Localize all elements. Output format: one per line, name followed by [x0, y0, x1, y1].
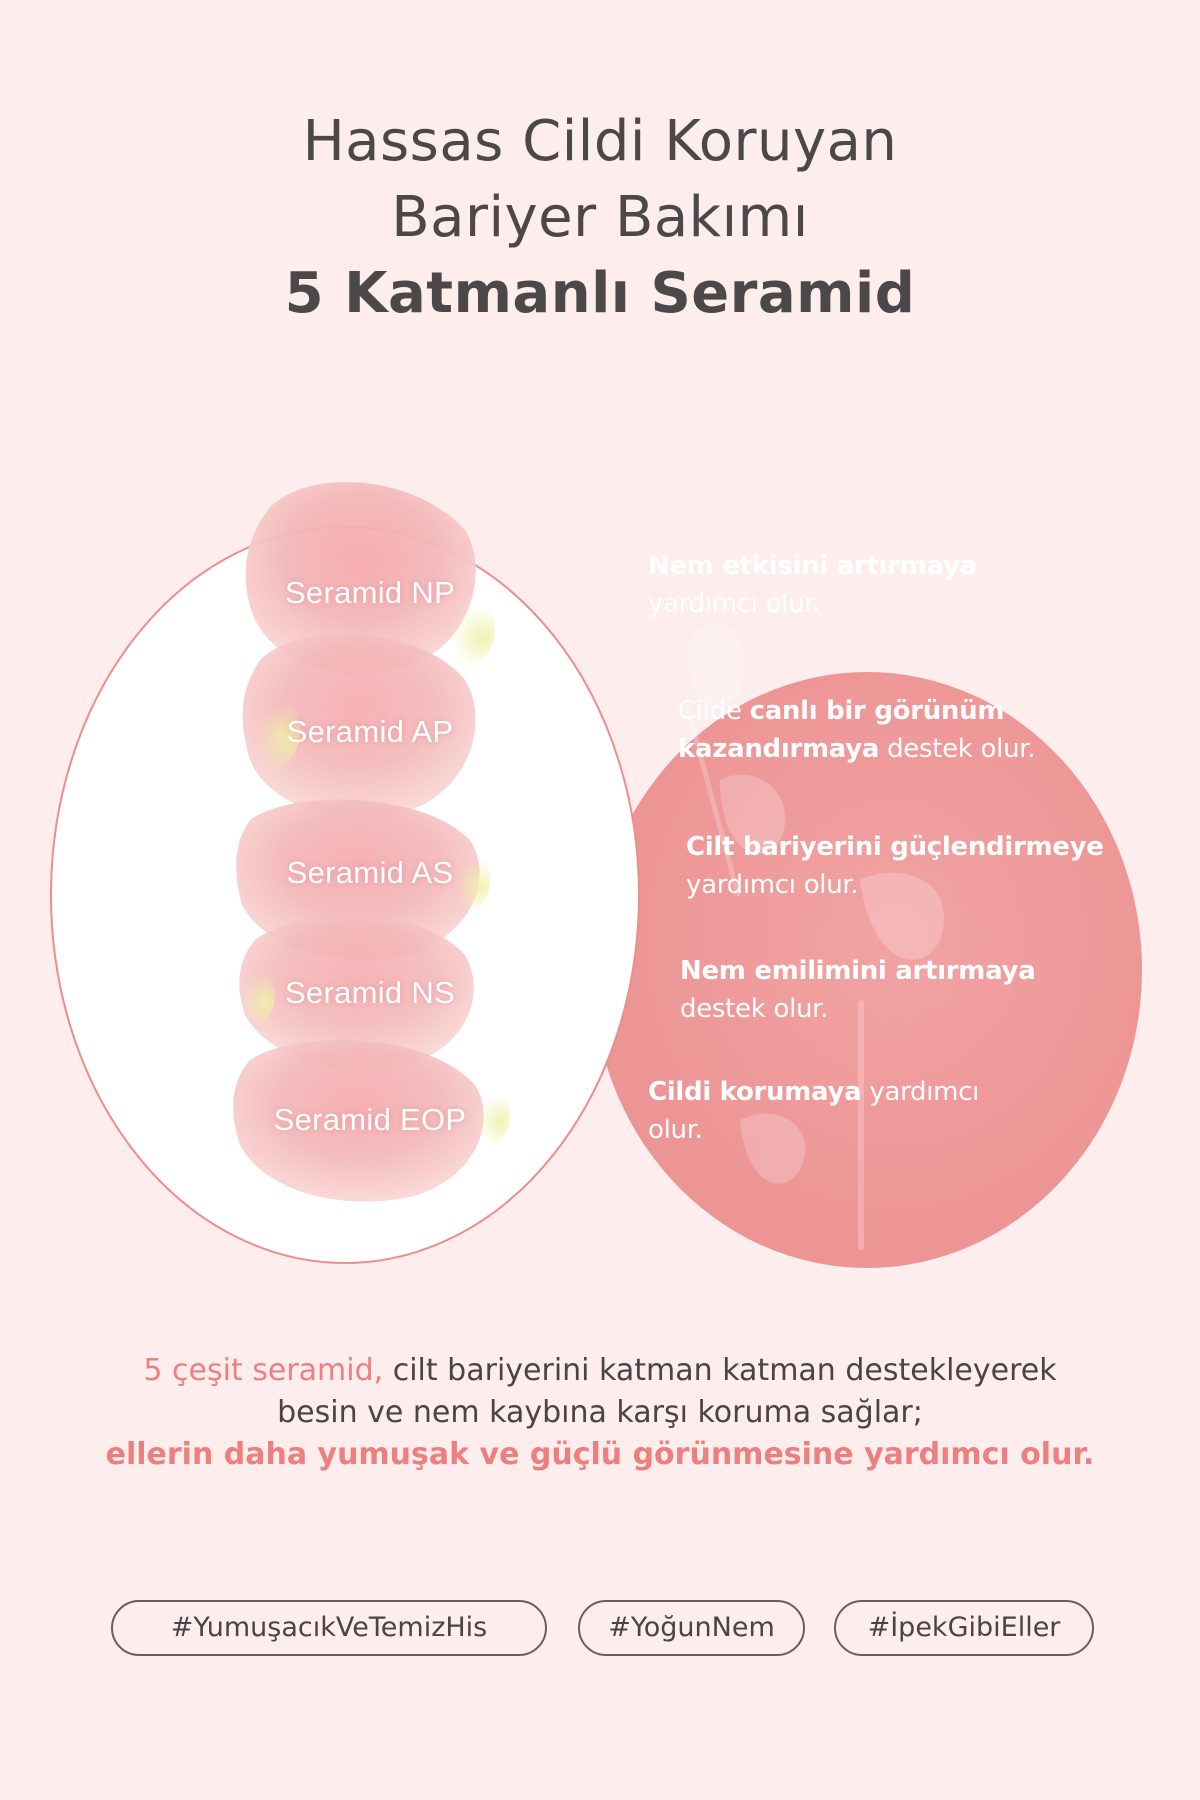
- benefit-4-text: destek olur.: [680, 994, 829, 1024]
- benefit-1-text: yardımcı olur.: [648, 589, 821, 619]
- summary-line-2: besin ve nem kaybına karşı koruma sağlar;: [277, 1395, 923, 1430]
- benefit-1: [648, 547, 977, 623]
- benefit-2-bold-2: kazandırmaya: [678, 734, 880, 764]
- ceramide-label-np: Seramid NP: [284, 575, 456, 610]
- benefit-5-inline: yardımcı: [861, 1077, 980, 1107]
- benefit-3: [686, 828, 1104, 904]
- benefit-4-bold: Nem emilimini artırmaya: [680, 956, 1036, 986]
- ceramide-label-as: Seramid AS: [286, 855, 454, 890]
- hashtag-3[interactable]: #İpekGibiEller: [834, 1600, 1094, 1656]
- hashtag-1[interactable]: #YumuşacıkVeTemizHis: [111, 1600, 547, 1656]
- ceramide-label-ap: Seramid AP: [286, 714, 454, 749]
- benefit-3-bold: Cilt bariyerini güçlendirmeye: [686, 832, 1104, 862]
- hashtag-row: [0, 1600, 1200, 1660]
- summary-line-3: ellerin daha yumuşak ve güçlü görünmesine yardımcı olur.: [105, 1437, 1095, 1472]
- benefit-3-text: yardımcı olur.: [686, 870, 859, 900]
- benefit-5: [648, 1073, 979, 1149]
- hashtag-2[interactable]: #YoğunNem: [578, 1600, 805, 1656]
- benefit-1-bold: Nem etkisini artırmaya: [648, 551, 977, 581]
- ceramide-label-eop: Seramid EOP: [273, 1102, 467, 1137]
- summary-accent: 5 çeşit seramid,: [143, 1353, 384, 1388]
- summary-rest-1: cilt bariyerini katman katman destekleyerek: [383, 1353, 1057, 1388]
- summary-line-1: [0, 1350, 1200, 1392]
- title-line-3: 5 Katmanlı Seramid: [284, 261, 916, 326]
- title-line-1: Hassas Cildi Koruyan: [302, 109, 898, 174]
- benefit-2-bold-1: canlı bir görünüm: [749, 696, 1005, 726]
- benefit-2-pre: Cilde: [678, 696, 750, 726]
- benefit-4: [680, 952, 1035, 1028]
- benefit-5-text: olur.: [648, 1115, 703, 1145]
- benefit-2: [678, 692, 1035, 768]
- benefit-5-bold: Cildi korumaya: [648, 1077, 862, 1107]
- benefit-2-post: destek olur.: [879, 734, 1036, 764]
- ceramide-label-ns: Seramid NS: [284, 975, 456, 1010]
- title-line-2: Bariyer Bakımı: [391, 185, 809, 250]
- summary-text: [0, 1350, 1200, 1476]
